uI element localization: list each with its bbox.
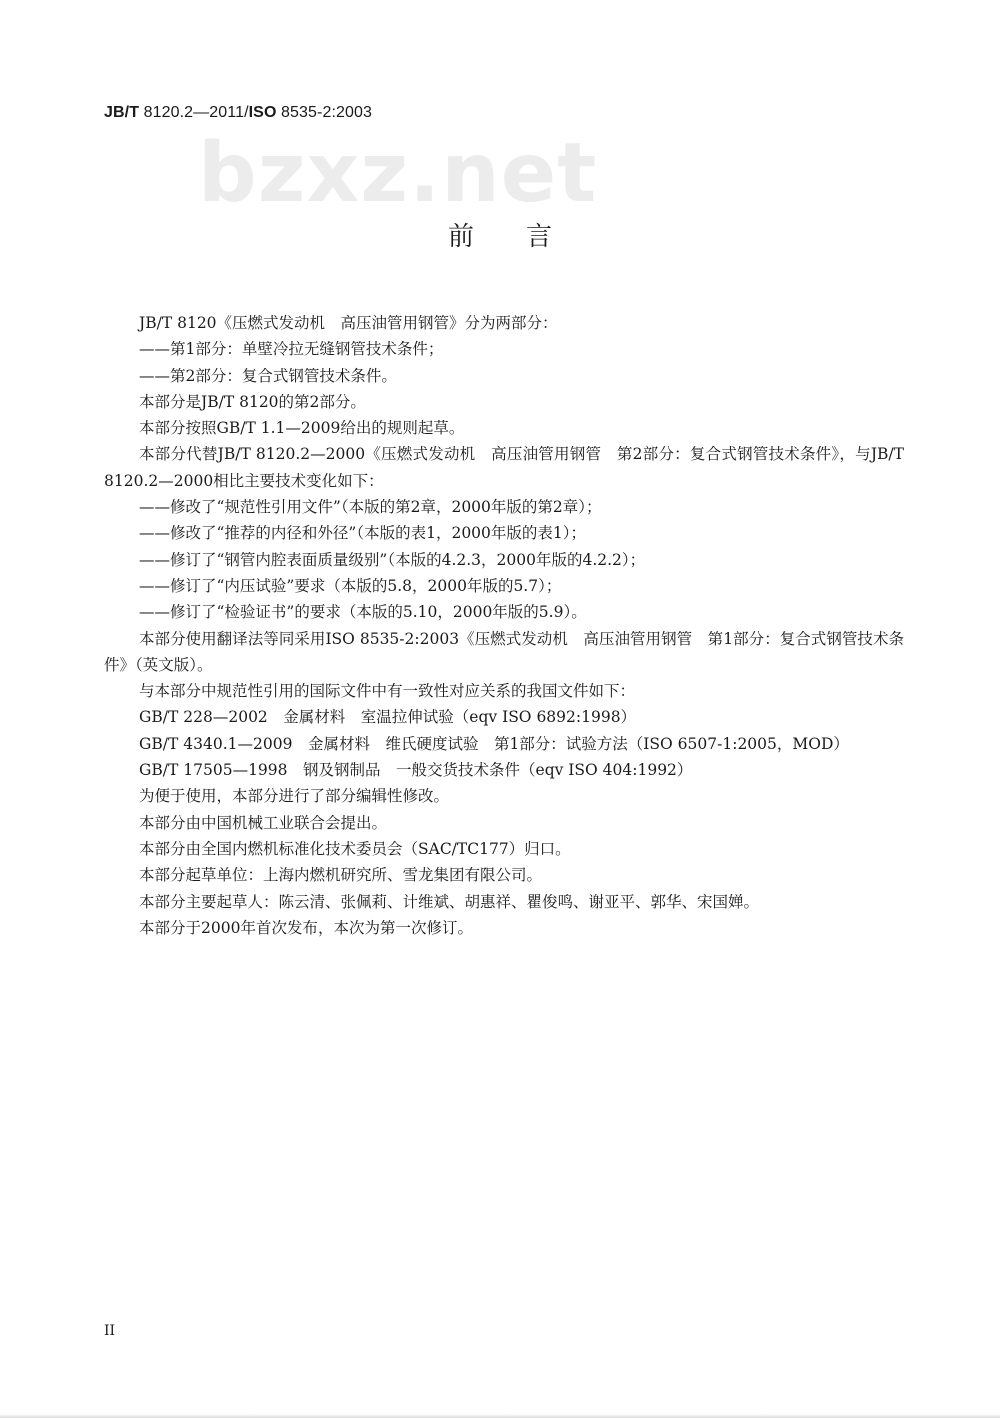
reference-item: GB/T 4340.1—2009 金属材料 维氏硬度试验 第1部分：试验方法（ISO 6507-1:2005，MOD） — [139, 734, 849, 753]
paragraph: 本部分由全国内燃机标准化技术委员会（SAC/TC177）归口。 — [139, 839, 571, 858]
page-title — [0, 216, 1000, 253]
header-iso-number: 8535-2:2003 — [276, 104, 373, 121]
paragraph: 本部分主要起草人：陈云清、张佩莉、计维斌、胡惠祥、瞿俊鸣、谢亚平、郭华、宋国婵。 — [139, 892, 760, 911]
header-iso: ISO — [248, 104, 277, 121]
paragraph: 本部分是JB/T 8120的第2部分。 — [139, 392, 366, 411]
watermark: bzxz.net — [198, 126, 598, 221]
page-bottom-edge — [0, 1414, 1000, 1418]
paragraph: 本部分按照GB/T 1.1—2009给出的规则起草。 — [139, 419, 465, 438]
header-jbt: JB/T — [104, 104, 140, 121]
foreword-body — [104, 310, 909, 941]
paragraph: 本部分起草单位：上海内燃机研究所、雪龙集团有限公司。 — [139, 866, 543, 885]
list-item: ——修改了“推荐的内径和外径”（本版的表1，2000年版的表1）； — [139, 524, 587, 543]
paragraph: 本部分使用翻译法等同采用ISO 8535-2:2003《压燃式发动机 高压油管用钢管 第1部分：复合式钢管技术条件》（英文版）。 — [104, 629, 904, 674]
paragraph: 为便于使用，本部分进行了部分编辑性修改。 — [139, 787, 450, 806]
list-item: ——第2部分：复合式钢管技术条件。 — [139, 366, 397, 385]
standard-number-header — [104, 104, 372, 122]
paragraph: 本部分代替JB/T 8120.2—2000《压燃式发动机 高压油管用钢管 第2部分：复合式钢管技术条件》，与JB/T 8120.2—2000相比主要技术变化如下： — [104, 445, 909, 490]
title-char-2: 言 — [526, 222, 553, 252]
list-item: ——修订了“钢管内腔表面质量级别”（本版的4.2.3，2000年版的4.2.2）； — [139, 550, 646, 569]
page-number: II — [104, 1323, 116, 1339]
reference-item: GB/T 17505—1998 钢及钢制品 一般交货技术条件（eqv ISO 404:1992） — [139, 761, 693, 780]
paragraph: 本部分由中国机械工业联合会提出。 — [139, 813, 388, 832]
header-jbt-number: 8120.2—2011/ — [139, 104, 249, 121]
title-char-1: 前 — [447, 222, 474, 252]
paragraph: 与本部分中规范性引用的国际文件中有一致性对应关系的我国文件如下： — [139, 682, 636, 701]
list-item: ——第1部分：单壁冷拉无缝钢管技术条件； — [139, 340, 444, 359]
list-item: ——修订了“内压试验”要求（本版的5.8，2000年版的5.7）； — [139, 576, 562, 595]
paragraph: JB/T 8120《压燃式发动机 高压油管用钢管》分为两部分： — [139, 314, 558, 332]
list-item: ——修订了“检验证书”的要求（本版的5.10，2000年版的5.9）。 — [139, 603, 587, 622]
reference-item: GB/T 228—2002 金属材料 室温拉伸试验（eqv ISO 6892:1998） — [139, 708, 637, 727]
list-item: ——修改了“规范性引用文件”（本版的第2章，2000年版的第2章）； — [139, 498, 602, 517]
paragraph: 本部分于2000年首次发布，本次为第一次修订。 — [139, 918, 473, 937]
